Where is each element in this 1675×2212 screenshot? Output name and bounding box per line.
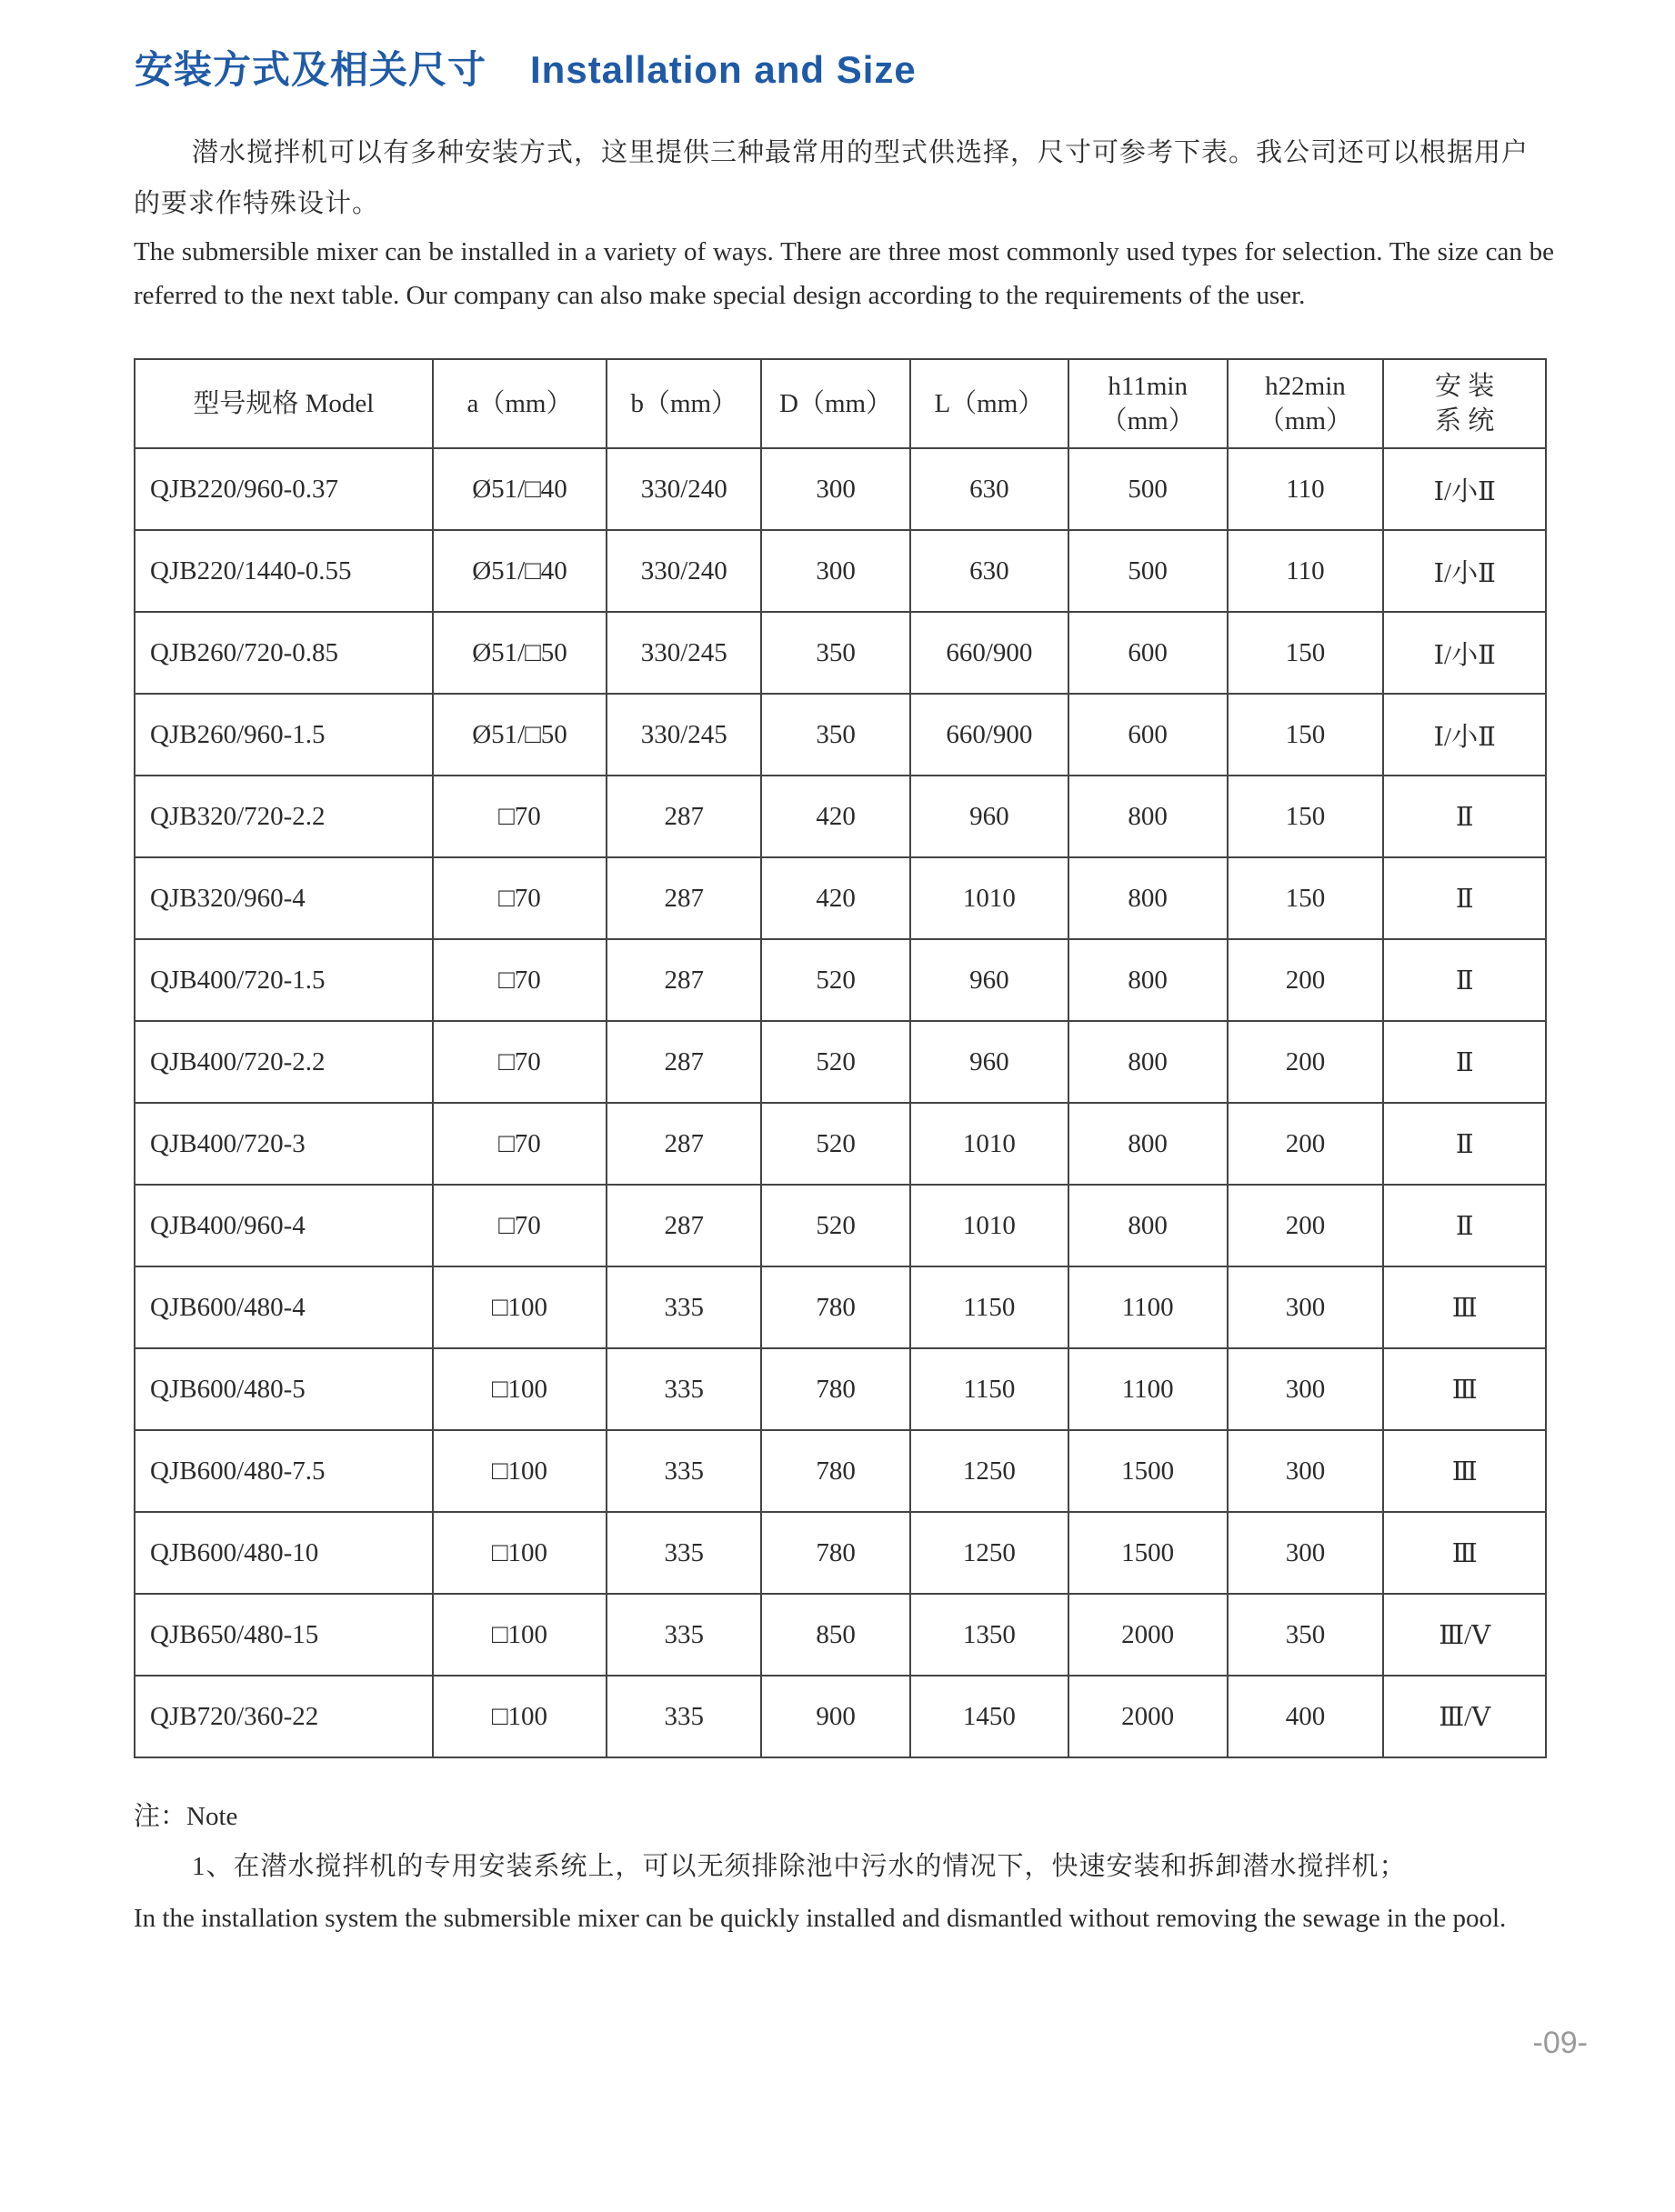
cell-model: QJB400/960-4 <box>135 1185 433 1266</box>
cell-a: Ø51/□50 <box>433 612 607 694</box>
cell-a: □70 <box>433 857 607 939</box>
cell-system: Ⅲ <box>1383 1266 1546 1348</box>
page-number: -09- <box>1532 2026 1588 2060</box>
cell-model: QJB600/480-5 <box>135 1348 433 1430</box>
cell-a: □70 <box>433 1185 607 1266</box>
cell-h11: 600 <box>1068 694 1228 776</box>
cell-b: 335 <box>607 1348 761 1430</box>
table-row <box>135 1676 1546 1757</box>
cell-system: Ⅱ <box>1383 776 1546 857</box>
table-row <box>135 1103 1546 1185</box>
cell-b: 335 <box>607 1266 761 1348</box>
note-item-zh: 1、在潜水搅拌机的专用安装系统上，可以无须排除池中污水的情况下，快速安装和拆卸潜水搅拌机； <box>192 1852 1407 1881</box>
cell-system: Ⅲ <box>1383 1512 1546 1594</box>
cell-l: 660/900 <box>910 694 1068 776</box>
cell-system: Ⅱ <box>1383 939 1546 1021</box>
cell-b: 287 <box>607 939 761 1021</box>
table-row <box>135 694 1546 776</box>
header-a: a（mm） <box>433 359 607 448</box>
cell-system: Ⅲ/Ⅴ <box>1383 1676 1546 1757</box>
cell-l: 1150 <box>910 1266 1068 1348</box>
cell-a: □100 <box>433 1594 607 1676</box>
table-row <box>135 1021 1546 1103</box>
cell-system: Ⅰ/小Ⅱ <box>1383 694 1546 776</box>
header-model: 型号规格 Model <box>135 359 433 448</box>
cell-l: 960 <box>910 1021 1068 1103</box>
cell-b: 287 <box>607 857 761 939</box>
cell-l: 630 <box>910 530 1068 612</box>
note-title: 注：Note <box>134 1802 238 1831</box>
cell-h22: 300 <box>1228 1430 1384 1512</box>
cell-a: □70 <box>433 1103 607 1185</box>
cell-h22: 110 <box>1228 530 1384 612</box>
cell-model: QJB400/720-2.2 <box>135 1021 433 1103</box>
cell-h22: 300 <box>1228 1512 1384 1594</box>
cell-b: 330/245 <box>607 694 761 776</box>
cell-d: 780 <box>761 1430 910 1512</box>
header-system <box>1383 359 1546 448</box>
cell-d: 420 <box>761 776 910 857</box>
cell-h11: 800 <box>1068 1103 1228 1185</box>
header-b: b（mm） <box>607 359 761 448</box>
cell-b: 287 <box>607 1021 761 1103</box>
cell-h22: 200 <box>1228 1021 1384 1103</box>
table-row <box>135 612 1546 694</box>
page-title-zh: 安装方式及相关尺寸 <box>135 48 487 91</box>
cell-d: 520 <box>761 1185 910 1266</box>
cell-l: 960 <box>910 776 1068 857</box>
cell-d: 780 <box>761 1348 910 1430</box>
cell-l: 1150 <box>910 1348 1068 1430</box>
cell-model: QJB220/1440-0.55 <box>135 530 433 612</box>
cell-h22: 110 <box>1228 448 1384 530</box>
cell-d: 780 <box>761 1266 910 1348</box>
cell-h22: 400 <box>1228 1676 1384 1757</box>
cell-h22: 200 <box>1228 1185 1384 1266</box>
table-row <box>135 1430 1546 1512</box>
header-system-line2: 系 统 <box>1435 406 1495 435</box>
cell-h11: 1100 <box>1068 1266 1228 1348</box>
cell-model: QJB260/960-1.5 <box>135 694 433 776</box>
note-item-en: In the installation system the submersible mixer can be quickly installed and dismantled without removing the sewage in the pool. <box>134 1904 1507 1933</box>
cell-model: QJB720/360-22 <box>135 1676 433 1757</box>
header-h22-line2: （mm） <box>1258 406 1353 435</box>
cell-d: 420 <box>761 857 910 939</box>
table-row <box>135 776 1546 857</box>
cell-b: 287 <box>607 1103 761 1185</box>
cell-h11: 2000 <box>1068 1676 1228 1757</box>
cell-model: QJB220/960-0.37 <box>135 448 433 530</box>
cell-a: □70 <box>433 776 607 857</box>
table-row <box>135 1266 1546 1348</box>
cell-h22: 150 <box>1228 694 1384 776</box>
table-row <box>135 857 1546 939</box>
cell-d: 520 <box>761 1103 910 1185</box>
cell-a: □70 <box>433 1021 607 1103</box>
cell-a: Ø51/□40 <box>433 530 607 612</box>
cell-a: Ø51/□40 <box>433 448 607 530</box>
header-l: L（mm） <box>910 359 1068 448</box>
cell-h11: 800 <box>1068 1021 1228 1103</box>
header-h22 <box>1228 359 1384 448</box>
intro-paragraph-zh: 潜水搅拌机可以有多种安装方式，这里提供三种最常用的型式供选择，尺寸可参考下表。我公司还可以根据用户的要求作特殊设计。 <box>134 138 1530 218</box>
cell-system: Ⅰ/小Ⅱ <box>1383 612 1546 694</box>
cell-l: 1010 <box>910 857 1068 939</box>
cell-l: 1450 <box>910 1676 1068 1757</box>
cell-a: □100 <box>433 1430 607 1512</box>
page-title <box>135 40 917 95</box>
cell-system: Ⅱ <box>1383 1185 1546 1266</box>
table-row <box>135 1512 1546 1594</box>
cell-d: 300 <box>761 530 910 612</box>
cell-model: QJB600/480-10 <box>135 1512 433 1594</box>
cell-model: QJB320/960-4 <box>135 857 433 939</box>
cell-a: □100 <box>433 1266 607 1348</box>
cell-system: Ⅲ <box>1383 1430 1546 1512</box>
cell-system: Ⅱ <box>1383 1103 1546 1185</box>
cell-l: 1350 <box>910 1594 1068 1676</box>
cell-h11: 600 <box>1068 612 1228 694</box>
cell-d: 900 <box>761 1676 910 1757</box>
table-row <box>135 939 1546 1021</box>
header-h11-line1: h11min <box>1108 372 1188 401</box>
intro-paragraph-en: The submersible mixer can be installed in a variety of ways. There are three most commonly used types for selection. The size can be referred to the next table. Our company can also make special design according to the requirements of the user. <box>134 237 1554 310</box>
cell-h11: 1500 <box>1068 1430 1228 1512</box>
cell-b: 330/245 <box>607 612 761 694</box>
cell-model: QJB400/720-1.5 <box>135 939 433 1021</box>
cell-a: □100 <box>433 1348 607 1430</box>
cell-model: QJB260/720-0.85 <box>135 612 433 694</box>
cell-l: 1250 <box>910 1430 1068 1512</box>
cell-b: 335 <box>607 1676 761 1757</box>
cell-a: □100 <box>433 1676 607 1757</box>
page-title-en: Installation and Size <box>530 48 917 91</box>
cell-h22: 300 <box>1228 1348 1384 1430</box>
cell-h11: 800 <box>1068 1185 1228 1266</box>
cell-h22: 300 <box>1228 1266 1384 1348</box>
cell-l: 1010 <box>910 1103 1068 1185</box>
cell-system: Ⅱ <box>1383 857 1546 939</box>
cell-h11: 1100 <box>1068 1348 1228 1430</box>
cell-h11: 500 <box>1068 530 1228 612</box>
cell-a: Ø51/□50 <box>433 694 607 776</box>
cell-d: 780 <box>761 1512 910 1594</box>
cell-h22: 150 <box>1228 776 1384 857</box>
cell-d: 350 <box>761 612 910 694</box>
cell-d: 520 <box>761 1021 910 1103</box>
cell-model: QJB320/720-2.2 <box>135 776 433 857</box>
cell-h11: 800 <box>1068 939 1228 1021</box>
cell-model: QJB600/480-7.5 <box>135 1430 433 1512</box>
cell-a: □70 <box>433 939 607 1021</box>
cell-b: 335 <box>607 1512 761 1594</box>
header-h11-line2: （mm） <box>1100 406 1195 435</box>
cell-b: 287 <box>607 1185 761 1266</box>
cell-h22: 350 <box>1228 1594 1384 1676</box>
cell-l: 660/900 <box>910 612 1068 694</box>
cell-model: QJB650/480-15 <box>135 1594 433 1676</box>
cell-system: Ⅲ/Ⅴ <box>1383 1594 1546 1676</box>
cell-system: Ⅰ/小Ⅱ <box>1383 530 1546 612</box>
header-h11 <box>1068 359 1228 448</box>
cell-b: 330/240 <box>607 448 761 530</box>
cell-h11: 1500 <box>1068 1512 1228 1594</box>
cell-d: 300 <box>761 448 910 530</box>
cell-l: 1010 <box>910 1185 1068 1266</box>
cell-l: 1250 <box>910 1512 1068 1594</box>
cell-d: 350 <box>761 694 910 776</box>
cell-system: Ⅰ/小Ⅱ <box>1383 448 1546 530</box>
cell-b: 335 <box>607 1594 761 1676</box>
cell-h22: 150 <box>1228 857 1384 939</box>
cell-h11: 800 <box>1068 857 1228 939</box>
table-row <box>135 1185 1546 1266</box>
cell-a: □100 <box>433 1512 607 1594</box>
table-header-row <box>135 359 1546 448</box>
cell-l: 960 <box>910 939 1068 1021</box>
cell-b: 330/240 <box>607 530 761 612</box>
table-row <box>135 530 1546 612</box>
table-row <box>135 1348 1546 1430</box>
cell-model: QJB600/480-4 <box>135 1266 433 1348</box>
header-d: D（mm） <box>761 359 910 448</box>
cell-h22: 200 <box>1228 939 1384 1021</box>
size-table <box>134 358 1547 1758</box>
cell-h11: 800 <box>1068 776 1228 857</box>
cell-h22: 200 <box>1228 1103 1384 1185</box>
cell-d: 850 <box>761 1594 910 1676</box>
cell-h11: 500 <box>1068 448 1228 530</box>
table-row <box>135 1594 1546 1676</box>
cell-system: Ⅲ <box>1383 1348 1546 1430</box>
cell-d: 520 <box>761 939 910 1021</box>
cell-l: 630 <box>910 448 1068 530</box>
cell-b: 287 <box>607 776 761 857</box>
cell-model: QJB400/720-3 <box>135 1103 433 1185</box>
cell-h22: 150 <box>1228 612 1384 694</box>
header-system-line1: 安 装 <box>1435 372 1495 401</box>
cell-h11: 2000 <box>1068 1594 1228 1676</box>
cell-system: Ⅱ <box>1383 1021 1546 1103</box>
cell-b: 335 <box>607 1430 761 1512</box>
header-h22-line1: h22min <box>1265 372 1346 401</box>
table-row <box>135 448 1546 530</box>
